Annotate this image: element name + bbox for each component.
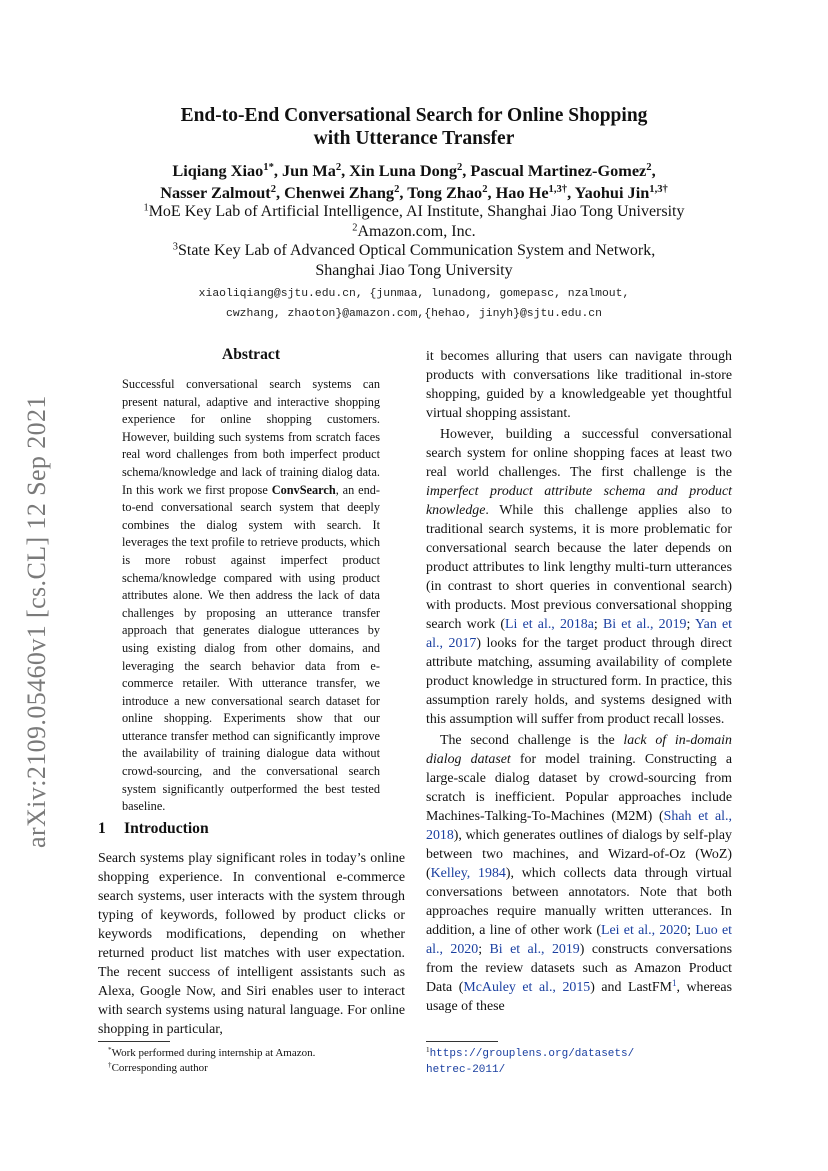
abstract-part: , an end-to-end conversational search system that deeply combines the dialog system with search. It leverages the text profile to retrieve products, which is more robust against imperfect product schema/knowledge compared with using product attributes alone. We then address the lack of data challenges by proposing an utterance transfer approach that generates dialogue utterances by using existing dialog from other domains, and leveraging the search behavior data from e-commerce retailer. With utterance transfer, we introduce a new conversational search dataset for online shopping. Experiments show that our utterance transfer method can significantly improve the availability of training dialogue data without crowd-sourcing, and the conversational search system significantly outperformed the best tested baseline. — [122, 482, 380, 814]
author-mark: † — [561, 184, 568, 196]
author-affil-sup: 1 — [263, 162, 269, 174]
abstract-heading: Abstract — [221, 346, 281, 363]
intro-paragraph: Search systems play significant roles in today’s online shopping experience. In conventional e-commerce search systems, user interacts with the system through typing of keywords, followed by product clicks or keywords modifications, depending on whether returned product list matches with user expectation. The recent success of intelligent assistants such as Alexa, Google Now, and Siri enables user to interact with search systems using natural language. For online shopping in particular, — [98, 851, 405, 1037]
emphasis: lack of in-domain dialog dataset — [426, 733, 732, 767]
citation-link[interactable]: Li et al., 2018a — [505, 617, 594, 632]
text-run: ; — [686, 617, 696, 632]
author-name: Nasser Zalmout — [160, 183, 271, 202]
author-affil-sup: 2 — [456, 162, 463, 174]
footnotes-right — [426, 1046, 732, 1078]
right-column — [426, 347, 732, 1016]
text-run: ), which collects data through virtual conversations between annotators. Note that both approaches require manually written utterances. In addition, a line of other work ( — [426, 866, 732, 938]
author-list — [96, 160, 732, 204]
author-name: Jun Ma — [282, 161, 336, 180]
citation-link[interactable]: Shah et al., 2018 — [426, 809, 732, 843]
text-run: for model training. Constructing a large-scale dialog dataset by crowd-sourcing from scratch is inefficient. Popular approaches include Machines-Talking-To-Machines (M2M) ( — [426, 752, 732, 824]
affiliation — [96, 202, 732, 222]
abstract-text — [122, 376, 380, 816]
footnote: †Corresponding author — [108, 1061, 208, 1074]
citation-link[interactable]: Bi et al., 2019 — [602, 617, 687, 632]
author-affil-sup: 1,3† — [649, 184, 668, 196]
footnote-url-line-2[interactable]: hetrec-2011/ — [426, 1064, 506, 1076]
footnote-text: Work performed during internship at Amazon. — [111, 1047, 316, 1059]
author-affil-sup: 2 — [482, 184, 488, 196]
text-run: . While this challenge applies also to traditional search systems, it is more problematic for conversational search because the later depends on product attributes to link lengthy multi-turn utterances (in contrast to short queries in conventional search) with products. Most previous conversational shopping search work ( — [426, 503, 732, 632]
footnote-rule — [426, 1041, 498, 1042]
paragraph — [426, 731, 732, 1016]
text-run: , whereas usage of these — [426, 980, 733, 1014]
author-name: Liqiang Xiao — [172, 161, 264, 180]
author-affil-sup: 2 — [335, 162, 342, 174]
text-run: ) looks for the target product through direct attribute matching, assuming availability of complete product knowledge in structured form. In practice, this assumption rarely holds, and systems designed with this assumption will suffer from product recall losses. — [426, 636, 732, 727]
section-number: 1 — [98, 820, 106, 837]
text-run: ), which generates outlines of dialogs by self-play between two machines, and Wizard-of-Oz (WoZ) ( — [426, 828, 732, 881]
title-line-1: End-to-End Conversational Search for Online Shopping — [180, 105, 648, 126]
footnote: *Work performed during internship at Amazon. — [108, 1046, 316, 1059]
text-run: ; — [478, 942, 490, 957]
citation-link[interactable]: Kelley, 1984 — [430, 866, 506, 881]
affiliation-sup: 3 — [172, 241, 178, 253]
text-run: ) and LastFM — [590, 980, 672, 995]
arxiv-identifier-stamp: arXiv:2109.05460v1 [cs.CL] 12 Sep 2021 — [22, 395, 51, 848]
footnote-url[interactable]: https://grouplens.org/datasets/ — [429, 1048, 635, 1060]
affiliation — [96, 241, 732, 261]
text-run: The second challenge is the — [440, 733, 624, 748]
system-name: ConvSearch — [271, 482, 336, 497]
author-mark: * — [268, 162, 274, 174]
author-name: Pascual Martinez-Gomez — [470, 161, 647, 180]
footnotes-left — [108, 1046, 408, 1076]
citation-link[interactable]: Luo et al., 2020 — [426, 923, 732, 957]
section-heading — [98, 820, 408, 838]
citation-link[interactable]: Yan et al., 2017 — [426, 617, 732, 651]
affiliation — [96, 261, 732, 281]
emphasis: imperfect product attribute schema and product knowledge — [426, 484, 732, 518]
paper-title — [96, 104, 732, 150]
email-line-1: xiaoliqiang@sjtu.edu.cn, {junmaa, lunadong, gomepasc, nzalmout, — [198, 288, 630, 300]
author-emails — [96, 284, 732, 324]
title-line-2: with Utterance Transfer — [313, 128, 515, 149]
email-line-2: cwzhang, zhaoton}@amazon.com,{hehao, jinyh}@sjtu.edu.cn — [226, 308, 602, 320]
footnote-url-line-1[interactable] — [426, 1046, 732, 1062]
author-name: Xin Luna Dong — [349, 161, 457, 180]
author-affil-sup: 2 — [394, 184, 400, 196]
affiliation-text: State Key Lab of Advanced Optical Communication System and Network, — [177, 242, 656, 260]
author-name: Yaohui Jin — [574, 183, 650, 202]
affiliation-sup: 1 — [143, 202, 149, 214]
author-affil-sup: 2 — [270, 184, 276, 196]
author-affil-sup: 2 — [646, 162, 652, 174]
affiliation-text: Amazon.com, Inc. — [357, 222, 476, 240]
affiliation-text: MoE Key Lab of Artificial Intelligence, AI Institute, Shanghai Jiao Tong University — [148, 203, 685, 220]
abstract-part: Successful conversational search systems can present natural, adaptive and interactive shopping experience for online shopping customers. However, building such systems from scratch faces real word challenges from both imperfect product schema/knowledge and lack of training dialog data. In this work we first propose — [122, 377, 380, 497]
citation-link[interactable]: Bi et al., 2019 — [489, 942, 580, 957]
author-line-1: Liqiang Xiao$^{1*}$, Jun Ma$^2$, Xin Luna Dong$^2$, Pascual Martinez-Gomez$^2$, — [172, 161, 656, 180]
footnote-marker[interactable]: 1 — [671, 978, 677, 989]
footnote-rule — [98, 1041, 170, 1042]
affiliation-text: Shanghai Jiao Tong University — [315, 261, 513, 279]
author-affil-sup: 1,3 — [548, 184, 562, 196]
paragraph: it becomes alluring that users can navigate through products with conversations like traditional in-store shopping, guided by a knowledgeable yet thoughtful virtual shopping assistant. — [426, 349, 732, 421]
section-title: Introduction — [124, 820, 209, 837]
author-line-2: Nasser Zalmout$^2$, Chenwei Zhang$^2$, Tong Zhao$^2$, Hao $He^{1,3\dagger}$, Yaohui Jin$^{1,3\dagger}$ — [160, 183, 668, 202]
footnote-text: Corresponding author — [111, 1062, 208, 1074]
text-run: ; — [687, 923, 696, 938]
citation-link[interactable]: McAuley et al., 2015 — [463, 980, 591, 995]
affiliation-list — [96, 202, 732, 280]
citation-link[interactable]: Lei et al., 2020 — [601, 923, 688, 938]
paragraph — [426, 425, 732, 729]
author-name: Tong Zhao — [407, 183, 483, 202]
text-run: ; — [593, 617, 603, 632]
author-name: Chenwei Zhang — [284, 183, 395, 202]
author-name: Hao He — [495, 183, 549, 202]
text-run: ) constructs conversations from the review datasets such as Amazon Product Data ( — [426, 942, 732, 995]
affiliation-sup: 2 — [352, 221, 358, 233]
text-run: However, building a successful conversational search system for online shopping faces at least two real world challenges. The first challenge is the — [426, 427, 732, 480]
footnote-number: 1 — [426, 1046, 430, 1055]
affiliation — [96, 222, 732, 242]
